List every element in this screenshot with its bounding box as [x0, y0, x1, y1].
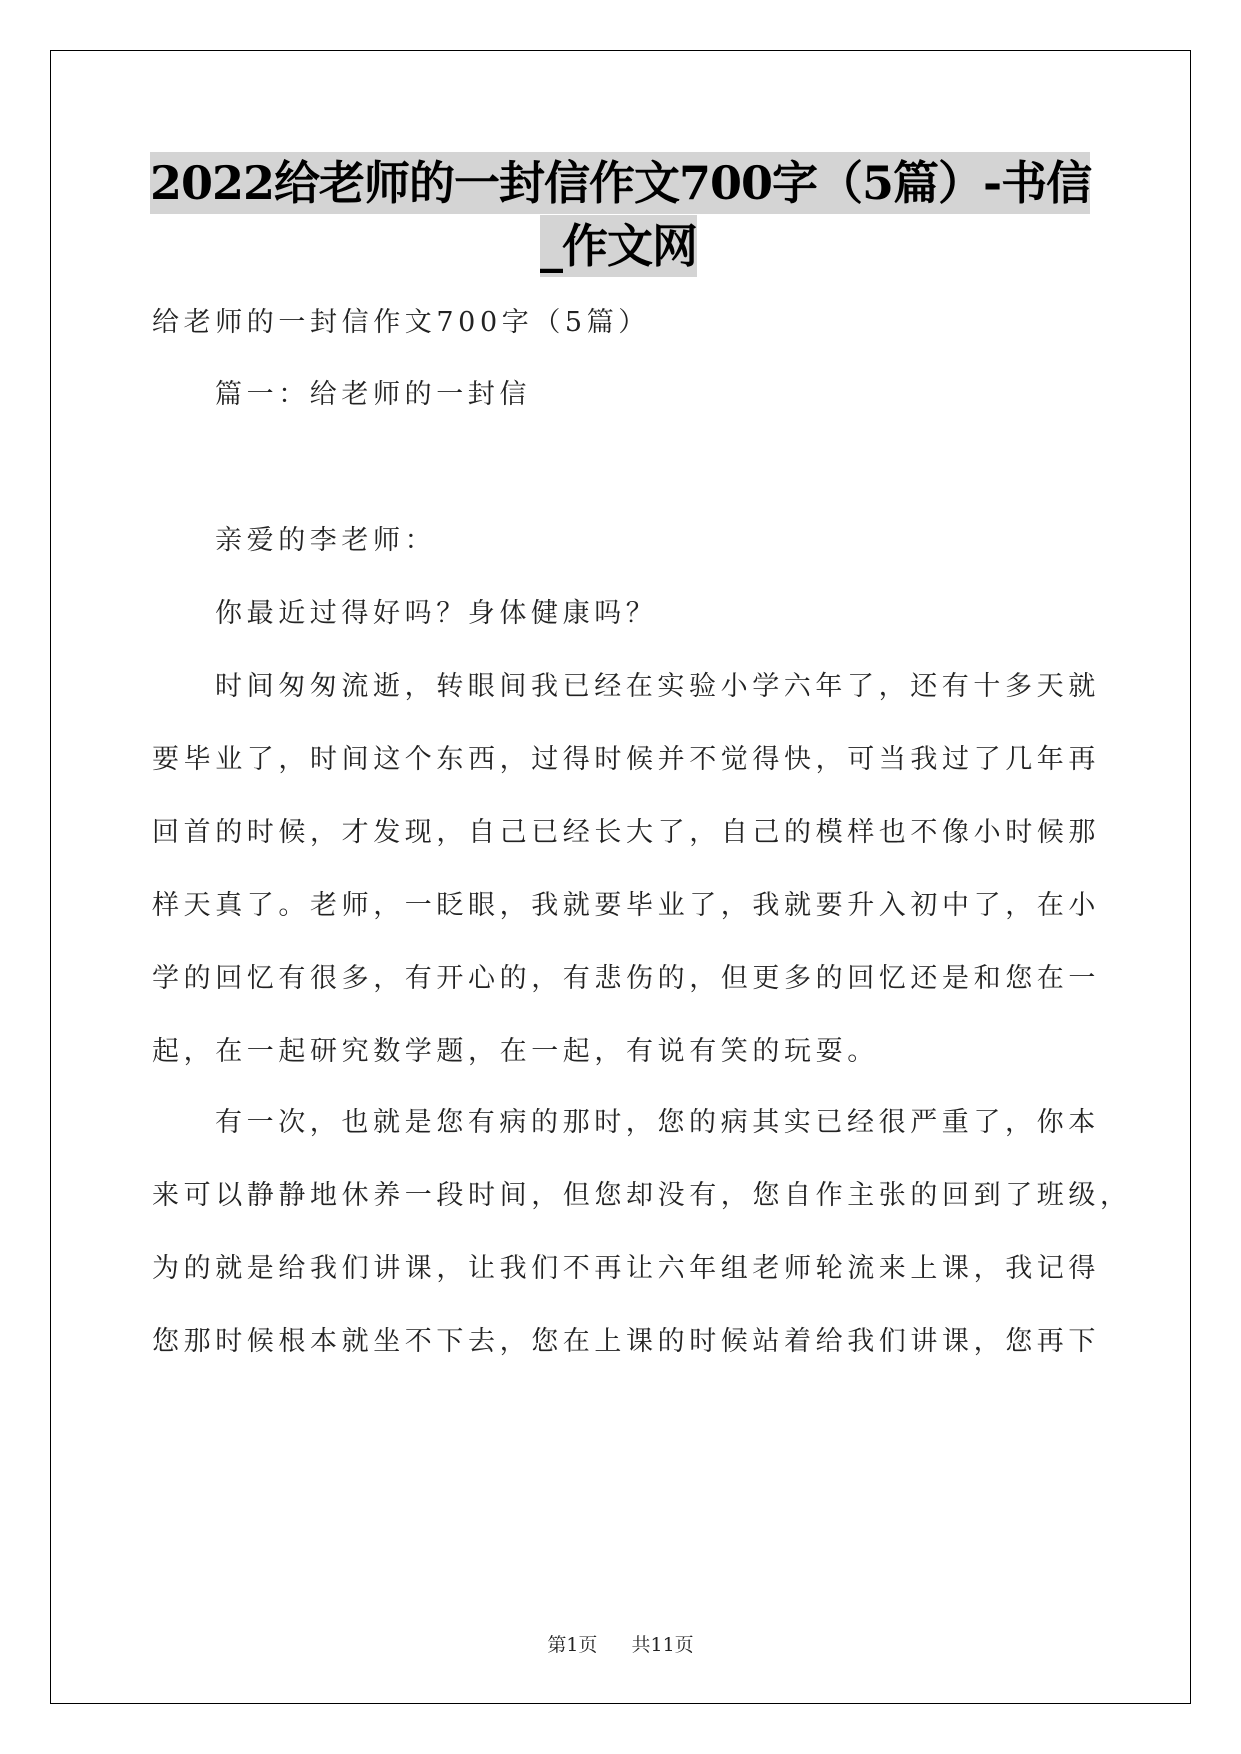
page-title-line-1: 2022给老师的一封信作文700字（5篇）-书信: [150, 152, 1090, 214]
page-number: 第1页: [547, 1634, 598, 1656]
paragraph-line: 学的回忆有很多，有开心的，有悲伤的，但更多的回忆还是和您在一: [152, 963, 1100, 994]
section-heading: 篇一：给老师的一封信: [215, 379, 531, 410]
salutation: 亲爱的李老师：: [215, 525, 437, 556]
subtitle: 给老师的一封信作文700字（5篇）: [152, 307, 650, 338]
paragraph-line: 有一次，也就是您有病的那时，您的病其实已经很严重了，你本: [215, 1107, 1100, 1138]
page-title-line-2: _作文网: [540, 215, 697, 277]
paragraph-line: 您那时候根本就坐不下去，您在上课的时候站着给我们讲课，您再下: [152, 1326, 1100, 1357]
paragraph-line: 起，在一起研究数学题，在一起，有说有笑的玩耍。: [152, 1036, 879, 1067]
paragraph-line: 来可以静静地休养一段时间，但您却没有，您自作主张的回到了班级，: [152, 1180, 1132, 1211]
total-pages: 共11页: [631, 1634, 694, 1656]
paragraph-line: 样天真了。老师，一眨眼，我就要毕业了，我就要升入初中了，在小: [152, 890, 1100, 921]
page-border: [50, 50, 1191, 1704]
paragraph-line: 为的就是给我们讲课，让我们不再让六年组老师轮流来上课，我记得: [152, 1253, 1100, 1284]
greeting-line: 你最近过得好吗？身体健康吗？: [215, 598, 658, 629]
paragraph-line: 要毕业了，时间这个东西，过得时候并不觉得快，可当我过了几年再: [152, 744, 1100, 775]
paragraph-line: 时间匆匆流逝，转眼间我已经在实验小学六年了，还有十多天就: [215, 671, 1100, 702]
page-footer: [0, 1630, 1241, 1657]
paragraph-line: 回首的时候，才发现，自己已经长大了，自己的模样也不像小时候那: [152, 817, 1100, 848]
